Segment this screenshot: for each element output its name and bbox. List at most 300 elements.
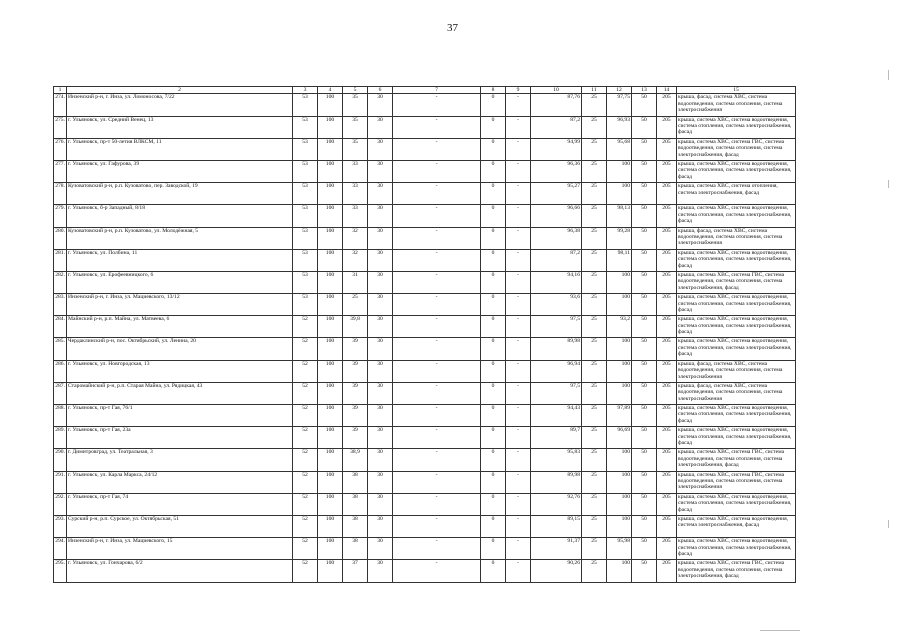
value-cell: 30 (368, 427, 393, 449)
value-cell: 35 (343, 116, 368, 138)
value-cell: 205 (657, 427, 677, 449)
value-cell: - (393, 338, 481, 360)
value-cell: 87,76 (531, 94, 582, 116)
value-cell: 25 (582, 160, 607, 182)
value-cell: 100 (318, 138, 343, 160)
value-cell: 205 (657, 316, 677, 338)
value-cell: 50 (632, 160, 657, 182)
address-cell: Сурский р-н, р.п. Сурское, ул. Октябрьская, 51 (67, 515, 293, 537)
value-cell: 205 (657, 227, 677, 249)
value-cell: - (506, 316, 531, 338)
row-number-cell: 295. (54, 560, 67, 582)
value-cell: 205 (657, 560, 677, 582)
repair-priority-table (53, 86, 796, 583)
value-cell: 0 (481, 471, 506, 493)
value-cell: - (506, 183, 531, 205)
value-cell: 52 (293, 405, 318, 427)
column-number-cell: 8 (481, 87, 506, 94)
table-row (54, 94, 796, 116)
table-row (54, 138, 796, 160)
value-cell: 91,37 (531, 538, 582, 560)
value-cell: 205 (657, 360, 677, 382)
works-cell: крыша, система ХВС, система ГВС, система водоотведения, система отопления, система электроснабжения, фасад (677, 560, 796, 582)
row-number-cell: 290. (54, 449, 67, 471)
row-number-cell: 275. (54, 116, 67, 138)
value-cell: 30 (368, 405, 393, 427)
value-cell: - (506, 271, 531, 293)
works-cell: крыша, система ХВС, система водоотведения, система отопления, система электроснабжения, фасад (677, 405, 796, 427)
value-cell: 100 (318, 116, 343, 138)
value-cell: 205 (657, 183, 677, 205)
value-cell: 50 (632, 538, 657, 560)
value-cell: 0 (481, 382, 506, 404)
row-number-cell: 294. (54, 538, 67, 560)
value-cell: - (506, 538, 531, 560)
value-cell: 96,66 (531, 205, 582, 227)
value-cell: 89,98 (531, 338, 582, 360)
column-number-cell: 1 (54, 87, 67, 94)
row-number-cell: 292. (54, 493, 67, 515)
value-cell: 30 (368, 160, 393, 182)
table-row (54, 338, 796, 360)
value-cell: 25 (343, 294, 368, 316)
value-cell: 100 (607, 382, 632, 404)
address-cell: г. Ульяновск, ул. Средний Венец, 13 (67, 116, 293, 138)
value-cell: 25 (582, 94, 607, 116)
value-cell: 38 (343, 471, 368, 493)
row-number-cell: 281. (54, 249, 67, 271)
table-row (54, 405, 796, 427)
value-cell: 52 (293, 360, 318, 382)
value-cell: 100 (318, 294, 343, 316)
value-cell: 205 (657, 138, 677, 160)
value-cell: 50 (632, 560, 657, 582)
value-cell: 39 (343, 427, 368, 449)
value-cell: 0 (481, 205, 506, 227)
table-row (54, 227, 796, 249)
value-cell: 50 (632, 449, 657, 471)
value-cell: 96,69 (607, 427, 632, 449)
value-cell: 0 (481, 427, 506, 449)
value-cell: 52 (293, 338, 318, 360)
address-cell: Чердаклинский р-н, пос. Октябрьский, ул. Ленина, 20 (67, 338, 293, 360)
value-cell: 100 (318, 538, 343, 560)
value-cell: 25 (582, 205, 607, 227)
table-row (54, 294, 796, 316)
value-cell: 0 (481, 116, 506, 138)
value-cell: 0 (481, 294, 506, 316)
value-cell: - (506, 515, 531, 537)
value-cell: 205 (657, 382, 677, 404)
value-cell: 25 (582, 271, 607, 293)
value-cell: 25 (582, 116, 607, 138)
value-cell: 30 (368, 515, 393, 537)
value-cell: - (393, 471, 481, 493)
row-number-cell: 278. (54, 183, 67, 205)
table-row (54, 515, 796, 537)
value-cell: 100 (607, 160, 632, 182)
row-number-cell: 274. (54, 94, 67, 116)
value-cell: 50 (632, 116, 657, 138)
value-cell: - (393, 515, 481, 537)
table-row (54, 183, 796, 205)
value-cell: 100 (318, 405, 343, 427)
value-cell: - (506, 138, 531, 160)
value-cell: 93,6 (531, 294, 582, 316)
column-number-cell: 11 (582, 87, 607, 94)
value-cell: - (506, 471, 531, 493)
table-row (54, 427, 796, 449)
column-number-cell: 13 (632, 87, 657, 94)
address-cell: г. Ульяновск, ул. Новгородская, 13 (67, 360, 293, 382)
value-cell: 100 (318, 382, 343, 404)
value-cell: 53 (293, 249, 318, 271)
value-cell: 95,98 (607, 538, 632, 560)
value-cell: 100 (318, 316, 343, 338)
value-cell: 53 (293, 116, 318, 138)
value-cell: - (393, 138, 481, 160)
value-cell: 31 (343, 271, 368, 293)
value-cell: 94,43 (531, 405, 582, 427)
value-cell: 87,2 (531, 116, 582, 138)
value-cell: 205 (657, 94, 677, 116)
value-cell: 97,5 (531, 382, 582, 404)
value-cell: 205 (657, 493, 677, 515)
value-cell: 38,9 (343, 449, 368, 471)
value-cell: 30 (368, 205, 393, 227)
value-cell: 100 (607, 449, 632, 471)
value-cell: 0 (481, 449, 506, 471)
value-cell: 38 (343, 538, 368, 560)
value-cell: - (393, 538, 481, 560)
value-cell: 30 (368, 116, 393, 138)
column-number-row (54, 87, 796, 94)
value-cell: 205 (657, 205, 677, 227)
value-cell: 100 (318, 160, 343, 182)
works-cell: крыша, система ХВС, система отопления, система электроснабжения, фасад (677, 183, 796, 205)
value-cell: 0 (481, 138, 506, 160)
value-cell: 25 (582, 338, 607, 360)
table-row (54, 316, 796, 338)
value-cell: 100 (607, 183, 632, 205)
value-cell: 100 (607, 471, 632, 493)
value-cell: 30 (368, 271, 393, 293)
value-cell: 50 (632, 360, 657, 382)
value-cell: 33 (343, 205, 368, 227)
address-cell: Инзенский р-н, г. Инза, ул. Ломоносова, 7/22 (67, 94, 293, 116)
value-cell: 52 (293, 427, 318, 449)
value-cell: 89,98 (531, 471, 582, 493)
value-cell: 205 (657, 515, 677, 537)
works-cell: крыша, система ХВС, система водоотведения, система отопления, система электроснабжения, фасад (677, 427, 796, 449)
row-number-cell: 283. (54, 294, 67, 316)
value-cell: 97,75 (607, 94, 632, 116)
value-cell: 100 (318, 249, 343, 271)
row-number-cell: 276. (54, 138, 67, 160)
row-number-cell: 287. (54, 382, 67, 404)
column-number-cell: 9 (506, 87, 531, 94)
value-cell: 100 (318, 560, 343, 582)
value-cell: 96,94 (531, 360, 582, 382)
row-number-cell: 279. (54, 205, 67, 227)
value-cell: 100 (318, 515, 343, 537)
value-cell: 39 (343, 360, 368, 382)
address-cell: г. Ульяновск, ул. Ерофеевницкого, 6 (67, 271, 293, 293)
value-cell: - (506, 405, 531, 427)
value-cell: 94,16 (531, 271, 582, 293)
works-cell: крыша, система ХВС, система водоотведения, система отопления, система электроснабжения, фасад (677, 338, 796, 360)
value-cell: 50 (632, 338, 657, 360)
value-cell: 25 (582, 449, 607, 471)
address-cell: Кузоватовский р-н, р.п. Кузоватово, пер. Заводской, 19 (67, 183, 293, 205)
scan-mark (888, 180, 889, 188)
value-cell: 53 (293, 294, 318, 316)
column-number-cell: 5 (343, 87, 368, 94)
value-cell: 100 (607, 294, 632, 316)
value-cell: 52 (293, 493, 318, 515)
table-row (54, 449, 796, 471)
value-cell: - (506, 160, 531, 182)
value-cell: 53 (293, 271, 318, 293)
table-row (54, 249, 796, 271)
value-cell: 50 (632, 94, 657, 116)
value-cell: 0 (481, 515, 506, 537)
value-cell: - (393, 116, 481, 138)
value-cell: - (506, 449, 531, 471)
value-cell: 87,2 (531, 249, 582, 271)
value-cell: - (393, 183, 481, 205)
value-cell: 95,83 (531, 449, 582, 471)
value-cell: 25 (582, 382, 607, 404)
value-cell: 95,68 (607, 138, 632, 160)
value-cell: - (506, 382, 531, 404)
value-cell: 100 (607, 360, 632, 382)
table-row (54, 471, 796, 493)
value-cell: 89,15 (531, 515, 582, 537)
value-cell: 100 (318, 94, 343, 116)
address-cell: г. Ульяновск, пр-т Гая, 74 (67, 493, 293, 515)
value-cell: 30 (368, 560, 393, 582)
value-cell: 97,5 (531, 316, 582, 338)
value-cell: 25 (582, 405, 607, 427)
row-number-cell: 288. (54, 405, 67, 427)
value-cell: 0 (481, 338, 506, 360)
value-cell: - (393, 560, 481, 582)
value-cell: 205 (657, 294, 677, 316)
value-cell: 90,26 (531, 560, 582, 582)
works-cell: крыша, система ХВС, система водоотведения, система отопления, система электроснабжения, фасад (677, 493, 796, 515)
value-cell: 205 (657, 538, 677, 560)
row-number-cell: 289. (54, 427, 67, 449)
works-cell: крыша, система ХВС, система ГВС, система водоотведения, система отопления, система электроснабжения, фасад (677, 138, 796, 160)
value-cell: 35 (343, 94, 368, 116)
value-cell: 39 (343, 405, 368, 427)
address-cell: г. Димитровград, ул. Театральная, 3 (67, 449, 293, 471)
value-cell: 50 (632, 427, 657, 449)
value-cell: 52 (293, 316, 318, 338)
value-cell: 35 (343, 138, 368, 160)
value-cell: 98,11 (607, 249, 632, 271)
value-cell: 30 (368, 382, 393, 404)
works-cell: крыша, фасад, система ХВС, система водоотведения, система отопления, система электроснабжения (677, 360, 796, 382)
table-row (54, 271, 796, 293)
value-cell: 100 (318, 183, 343, 205)
value-cell: 53 (293, 227, 318, 249)
value-cell: 0 (481, 183, 506, 205)
value-cell: 25 (582, 427, 607, 449)
works-cell: крыша, система ХВС, система ГВС, система водоотведения, система отопления, система электроснабжения (677, 471, 796, 493)
column-number-cell: 2 (67, 87, 293, 94)
works-cell: крыша, система ХВС, система водоотведения, система отопления, система электроснабжения, фасад (677, 160, 796, 182)
works-cell: крыша, система ХВС, система водоотведения, система отопления, система электроснабжения, фасад (677, 538, 796, 560)
column-number-cell: 10 (531, 87, 582, 94)
value-cell: 39 (343, 338, 368, 360)
value-cell: 50 (632, 471, 657, 493)
row-number-cell: 282. (54, 271, 67, 293)
table-row (54, 538, 796, 560)
value-cell: 52 (293, 471, 318, 493)
value-cell: 50 (632, 405, 657, 427)
value-cell: 100 (318, 493, 343, 515)
row-number-cell: 277. (54, 160, 67, 182)
table-row (54, 382, 796, 404)
column-number-cell: 15 (677, 87, 796, 94)
value-cell: 25 (582, 360, 607, 382)
value-cell: 89,7 (531, 427, 582, 449)
value-cell: 50 (632, 205, 657, 227)
value-cell: 100 (318, 360, 343, 382)
value-cell: - (393, 493, 481, 515)
column-number-cell: 4 (318, 87, 343, 94)
table-row (54, 360, 796, 382)
value-cell: 53 (293, 160, 318, 182)
value-cell: 96,36 (531, 160, 582, 182)
column-number-cell: 6 (368, 87, 393, 94)
value-cell: 50 (632, 249, 657, 271)
works-cell: крыша, фасад, система ХВС, система водоотведения, система отопления, система электроснабжения (677, 382, 796, 404)
value-cell: - (506, 427, 531, 449)
value-cell: - (393, 360, 481, 382)
value-cell: 99,28 (607, 227, 632, 249)
value-cell: 0 (481, 160, 506, 182)
value-cell: 38 (343, 493, 368, 515)
value-cell: 100 (318, 271, 343, 293)
table-row (54, 205, 796, 227)
works-cell: крыша, система ХВС, система водоотведения, система отопления, система электроснабжения, фасад (677, 249, 796, 271)
value-cell: 100 (607, 338, 632, 360)
value-cell: 205 (657, 160, 677, 182)
value-cell: - (393, 316, 481, 338)
value-cell: 30 (368, 316, 393, 338)
value-cell: 53 (293, 205, 318, 227)
value-cell: 25 (582, 560, 607, 582)
value-cell: 0 (481, 538, 506, 560)
value-cell: 53 (293, 94, 318, 116)
value-cell: 0 (481, 227, 506, 249)
table-row (54, 560, 796, 582)
value-cell: 50 (632, 271, 657, 293)
value-cell: - (393, 227, 481, 249)
address-cell: г. Ульяновск, ул. Гончарова, 6/2 (67, 560, 293, 582)
value-cell: 25 (582, 471, 607, 493)
address-cell: г. Ульяновск, пр-т 50-летия ВЛКСМ, 11 (67, 138, 293, 160)
value-cell: 50 (632, 138, 657, 160)
works-cell: крыша, система ХВС, система ГВС, система водоотведения, система отопления, система электроснабжения, фасад (677, 271, 796, 293)
value-cell: 33 (343, 160, 368, 182)
scan-mark (888, 520, 889, 528)
table-row (54, 493, 796, 515)
value-cell: 50 (632, 515, 657, 537)
value-cell: - (506, 249, 531, 271)
value-cell: 30 (368, 449, 393, 471)
table-row (54, 116, 796, 138)
value-cell: - (506, 294, 531, 316)
address-cell: г. Ульяновск, ул. Карла Маркса, 24/12 (67, 471, 293, 493)
value-cell: - (506, 338, 531, 360)
value-cell: 0 (481, 316, 506, 338)
value-cell: 50 (632, 382, 657, 404)
value-cell: 98,13 (607, 205, 632, 227)
value-cell: - (393, 449, 481, 471)
value-cell: 25 (582, 227, 607, 249)
value-cell: 52 (293, 515, 318, 537)
value-cell: - (393, 382, 481, 404)
value-cell: 0 (481, 560, 506, 582)
works-cell: крыша, фасад, система ХВС, система водоотведения, система отопления, система электроснабжения (677, 227, 796, 249)
value-cell: - (393, 427, 481, 449)
value-cell: 50 (632, 493, 657, 515)
value-cell: 0 (481, 360, 506, 382)
address-cell: г. Ульяновск, пр-т Гая, 23а (67, 427, 293, 449)
row-number-cell: 291. (54, 471, 67, 493)
scan-mark (888, 70, 889, 80)
value-cell: 100 (318, 205, 343, 227)
value-cell: - (506, 493, 531, 515)
value-cell: - (393, 271, 481, 293)
value-cell: 30 (368, 183, 393, 205)
value-cell: 25 (582, 138, 607, 160)
works-cell: крыша, система ХВС, система водоотведения, система электроснабжения, фасад (677, 515, 796, 537)
value-cell: 25 (582, 515, 607, 537)
value-cell: 205 (657, 271, 677, 293)
value-cell: 30 (368, 360, 393, 382)
value-cell: 30 (368, 338, 393, 360)
value-cell: - (506, 205, 531, 227)
value-cell: 37 (343, 560, 368, 582)
value-cell: 100 (607, 271, 632, 293)
value-cell: 0 (481, 405, 506, 427)
value-cell: 52 (293, 449, 318, 471)
value-cell: 100 (318, 227, 343, 249)
value-cell: 38 (343, 515, 368, 537)
value-cell: 100 (318, 471, 343, 493)
value-cell: 30 (368, 94, 393, 116)
value-cell: 205 (657, 249, 677, 271)
value-cell: 30 (368, 538, 393, 560)
value-cell: 100 (318, 338, 343, 360)
value-cell: - (393, 249, 481, 271)
address-cell: Майнский р-н, р.п. Майна, ул. Матвеева, 6 (67, 316, 293, 338)
value-cell: - (506, 116, 531, 138)
value-cell: 50 (632, 227, 657, 249)
value-cell: 30 (368, 138, 393, 160)
value-cell: - (393, 405, 481, 427)
value-cell: - (393, 160, 481, 182)
column-number-cell: 7 (393, 87, 481, 94)
value-cell: 25 (582, 183, 607, 205)
works-cell: крыша, система ХВС, система водоотведения, система отопления, система электроснабжения, фасад (677, 205, 796, 227)
value-cell: 94,99 (531, 138, 582, 160)
